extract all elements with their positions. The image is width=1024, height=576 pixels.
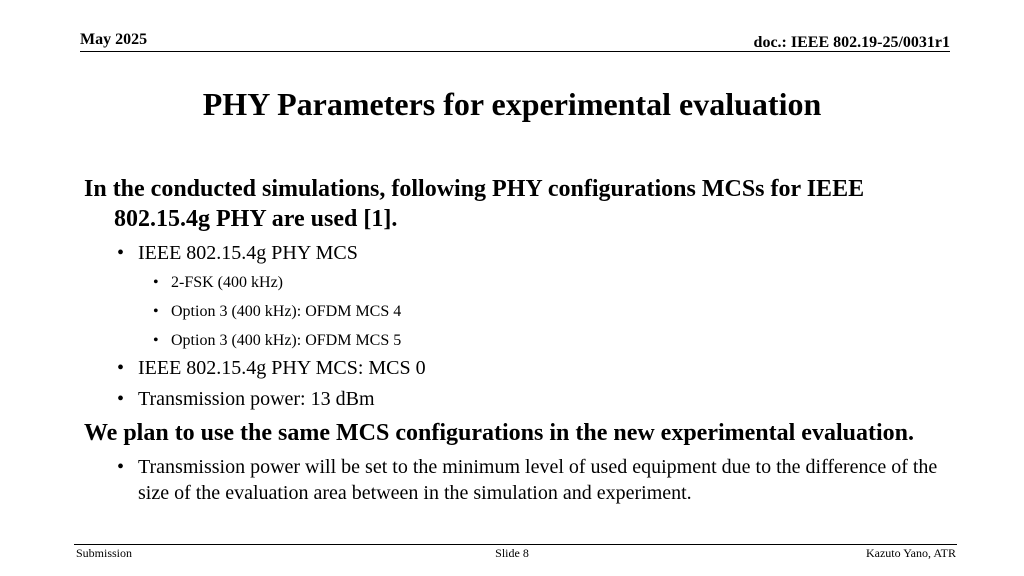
bullet-phy-mcs-0 <box>84 355 944 381</box>
header-doc-id: doc.: IEEE 802.19-25/0031r1 <box>753 34 950 51</box>
bullet-tx-power <box>84 386 944 412</box>
bullet-text: IEEE 802.15.4g PHY MCS <box>138 242 358 264</box>
footer-author: Kazuto Yano, ATR <box>865 546 956 560</box>
footer-divider <box>74 544 957 545</box>
bullet-text: Transmission power: 13 dBm <box>138 388 375 410</box>
sub-bullet-ofdm-mcs5 <box>84 331 944 351</box>
footer-submission: Submission <box>76 546 133 560</box>
bullet-dot: • <box>153 303 159 320</box>
sub-bullet-ofdm-mcs4 <box>84 302 944 322</box>
bullet-text: IEEE 802.15.4g PHY MCS: MCS 0 <box>138 357 426 379</box>
header-date: May 2025 <box>80 31 148 48</box>
slide-title: PHY Parameters for experimental evaluation <box>202 86 822 122</box>
bullet-phy-mcs <box>84 240 944 266</box>
bullet-dot: • <box>117 357 125 379</box>
footer-slide-number: Slide 8 <box>495 546 529 560</box>
header-divider <box>80 51 950 52</box>
bullet-text: Transmission power will be set to the minimum level of used equipment due to the difference of the size of the evaluation area between in the simulation and experiment. <box>138 456 938 504</box>
sub-bullet-2fsk <box>84 273 944 293</box>
bullet-dot: • <box>153 332 159 349</box>
bullet-dot: • <box>117 456 125 478</box>
bullet-dot: • <box>117 388 125 410</box>
bullet-dot: • <box>153 274 159 291</box>
bullet-text: Option 3 (400 kHz): OFDM MCS 5 <box>171 332 402 349</box>
paragraph-plan: We plan to use the same MCS configurations in the new experimental evaluation. <box>84 420 914 446</box>
bullet-text: 2-FSK (400 kHz) <box>171 274 283 291</box>
slide-body <box>84 172 944 506</box>
bullet-tx-power-plan <box>84 454 944 506</box>
paragraph-simulations: In the conducted simulations, following PHY configurations MCSs for IEEE 802.15.4g PHY are used [1]. <box>84 176 865 232</box>
bullet-text: Option 3 (400 kHz): OFDM MCS 4 <box>171 303 402 320</box>
bullet-dot: • <box>117 242 125 264</box>
